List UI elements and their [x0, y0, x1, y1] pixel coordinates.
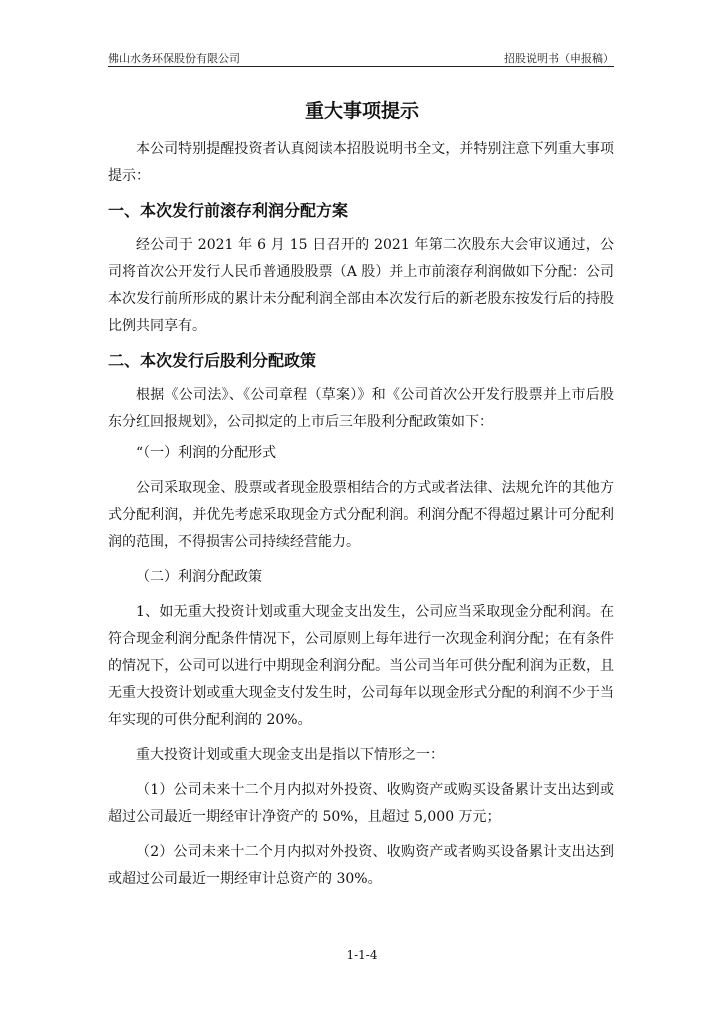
policy-item-1: 1、如无重大投资计划或重大现金支出发生，公司应当采取现金分配利润。在符合现金利润分配条件情况下，公司原则上每年进行一次现金利润分配；在有条件的情况下，公司可以进行中期现金利润分配。当公司当年可供分配利润为正数，且无重大投资计划或重大现金支付发生时，公司每年以现金形式分配的利润不少于当年实现的可供分配利润的 20%。 — [108, 604, 614, 728]
intro-paragraph: 本公司特别提醒投资者认真阅读本招股说明书全文，并特别注意下列重大事项提示： — [108, 141, 614, 184]
page-header — [108, 50, 614, 66]
page-number: 1-1-4 — [346, 948, 378, 962]
major-expenditure-definition: 重大投资计划或重大现金支出是指以下情形之一： — [136, 747, 444, 763]
document-body — [108, 136, 614, 893]
section-1-body: 经公司于 2021 年 6 月 15 日召开的 2021 年第二次股东大会审议通过，公司将首次公开发行人民币普通股股票（A 股）并上市前滚存利润做如下分配：公司本次发行前所形成的累计未分配利润全部由本次发行后的新老股东按发行后的持股比例共同享有。 — [108, 237, 614, 334]
header-company-name: 佛山水务环保股份有限公司 — [108, 52, 240, 65]
section-2-heading: 二、本次发行后股利分配政策 — [108, 351, 317, 370]
header-document-name: 招股说明书（申报稿） — [504, 52, 614, 65]
subsection-1-title: “（一）利润的分配形式 — [136, 445, 277, 461]
condition-2: （2）公司未来十二个月内拟对外投资、收购资产或者购买设备累计支出达到或超过公司最近一期经审计总资产的 30%。 — [108, 844, 614, 887]
section-2-body: 根据《公司法》、《公司章程（草案）》和《公司首次公开发行股票并上市后股东分红回报规划》，公司拟定的上市后三年股利分配政策如下： — [108, 387, 614, 430]
subsection-1-body: 公司采取现金、股票或者现金股票相结合的方式或者法律、法规允许的其他方式分配利润，并优先考虑采取现金方式分配利润。利润分配不得超过累计可分配利润的范围，不得损害公司持续经营能力。 — [108, 480, 614, 550]
section-1-heading: 一、本次发行前滚存利润分配方案 — [108, 201, 349, 220]
header-divider — [108, 66, 614, 67]
page-title: 重大事项提示 — [304, 100, 419, 122]
condition-1: （1）公司未来十二个月内拟对外投资、收购资产或购买设备累计支出达到或超过公司最近一期经审计净资产的 50%，且超过 5,000 万元； — [108, 782, 614, 825]
subsection-2-title: （二）利润分配政策 — [136, 569, 262, 585]
